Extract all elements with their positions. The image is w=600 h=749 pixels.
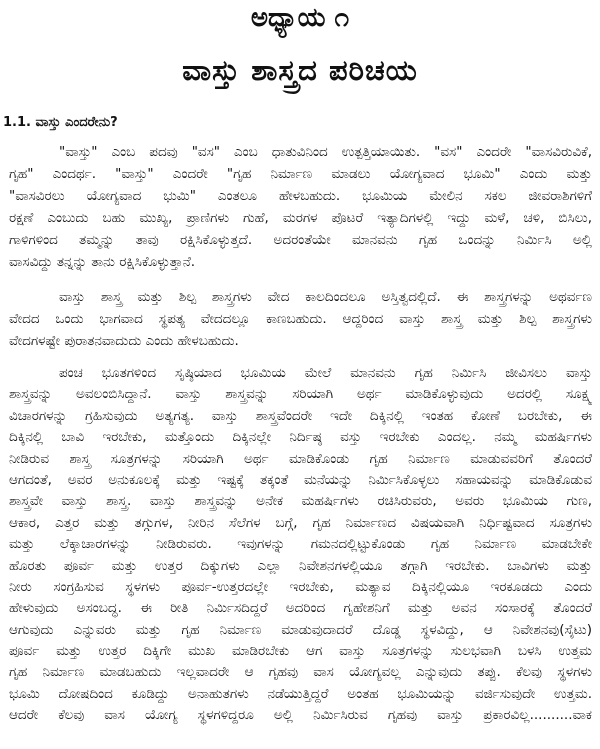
text-line: "ವಾಸವಿರಲು ಯೋಗ್ಯವಾದ ಭುಮಿ" ಎಂತಲೂ ಹೇಳಬಹುದು. ಭೂಮಿಯ ಮೇಲಿನ ಸಕಲ ಜೀವರಾಶಿಗಳಿಗೆ	[9, 188, 592, 204]
text-line: ವಾಸ್ತು ಶಾಸ್ತ್ರ ಮತ್ತು ಶಿಲ್ಪ ಶಾಸ್ತ್ರಗಳು ವೇದ ಕಾಲದಿಂದಲೂ ಅಸ್ತಿತ್ವದಲ್ಲಿದೆ. ಈ ಶಾಸ್ತ್ರಗಳನ್ನು ಅಥರ್ವಣ	[59, 289, 592, 305]
section-heading: 1.1. ವಾಸ್ತು ಎಂದರೇನು?	[3, 115, 118, 130]
text-line: ಗೃಹ ನಿರ್ಮಾಣ ಮಾಡಬಹುದು ಇಲ್ಲವಾದರೇ ಆ ಗೃಹವು ವಾಸ ಯೋಗ್ಯವಲ್ಲ ಎನ್ನುವುದು ತಪ್ಪು. ಕೆಲವು ಸ್ಥಳಗಳು	[9, 664, 592, 681]
text-line: ನೀಡಿರುವ ಶಾಸ್ತ್ರ ಸೂತ್ರಗಳನ್ನು ಸರಿಯಾಗಿ ಅರ್ಥ ಮಾಡಿಕೊಂಡು ಗೃಹ ನಿರ್ಮಾಣ ಮಾಡುವವರಿಗೆ ತೊಂದರೆ	[9, 450, 592, 467]
text-line: ಆದರೇ ಕೆಲವು ವಾಸ ಯೋಗ್ಯ ಸ್ಥಳಗಳಿದ್ದರೂ ಅಲ್ಲಿ ನಿರ್ಮಿಸಿರುವ ಗೃಹವು ವಾಸ್ತು ಪ್ರಕಾರವಿಲ್ಲ..........ವಾಕ	[9, 707, 592, 724]
chapter-title: ಅಧ್ಯಾಯ ೧	[250, 3, 350, 33]
text-line: ವೇದಗಳಷ್ಟೇ ಪುರಾತನವಾದುದು ಎಂದು ಹೇಳಬಹುದು.	[9, 333, 239, 349]
text-line: ವಿಚಾರಗಳನ್ನು ಗ್ರಹಿಸುವುದು ಅತ್ಯಗತ್ಯ. ವಾಸ್ತು ಶಾಸ್ತ್ರವೆಂದರೇ ಇದೇ ದಿಕ್ಕಿನಲ್ಲಿ ಇಂತಹ ಕೋಣೆ ಬರಬೇಕು, ಈ	[9, 407, 592, 424]
text-line: ವೇದದ ಒಂದು ಭಾಗವಾದ ಸ್ಥಪತ್ಯ ವೇದದಲ್ಲೂ ಕಾಣಬಹುದು. ಆದ್ದರಿಂದ ವಾಸ್ತು ಶಾಸ್ತ್ರ ಮತ್ತು ಶಿಲ್ಪ ಶಾಸ್ತ್ರಗಳು	[9, 311, 592, 327]
paragraph-1	[9, 141, 592, 273]
text-line: ಆಗದಂತೆ, ಅವರ ಅನುಕೂಲಕ್ಕೆ ಮತ್ತು ಇಷ್ಟಕ್ಕೆ ತಕ್ಕಂತೆ ಮನೆಯನ್ನು ನಿರ್ಮಿಸಿಕೊಳ್ಳಲು ಸಹಾಯವನ್ನು ಮಾಡಿಕೊಡುವ	[9, 471, 592, 488]
text-line: ಗಾಳಿಗಳಿಂದ ತಮ್ಮನ್ನು ತಾವು ರಕ್ಷಿಸಿಕೊಳ್ಳುತ್ತದೆ. ಅದರಂತೆಯೇ ಮಾನವನು ಗೃಹ ಒಂದನ್ನು ನಿರ್ಮಿಸಿ ಅಲ್ಲಿ	[9, 232, 592, 248]
text-line: ಆಗುವುದು ಎನ್ನುವರು ಮತ್ತು ಗೃಹ ನಿರ್ಮಾಣ ಮಾಡುವುದಾದರೆ ದೊಡ್ಡ ಸ್ಥಳವಿದ್ದು, ಆ ನಿವೇಶನವು(ಸೈಟು)	[9, 621, 592, 638]
text-line: ಮತ್ತು ಲೆಕ್ಕಾಚಾರಗಳನ್ನು ನೀಡಿರುವರು. ಇವುಗಳನ್ನು ಗಮನದಲ್ಲಿಟ್ಟುಕೊಂಡು ಗೃಹ ನಿರ್ಮಾಣ ಮಾಡಬೇಕೇ	[9, 536, 592, 553]
chapter-subtitle: ವಾಸ್ತು ಶಾಸ್ತ್ರದ ಪರಿಚಯ	[182, 53, 418, 87]
text-line: ಶಾಸ್ತ್ರವನ್ನು ಅವಲಂಬಿಸಿದ್ದಾನೆ. ವಾಸ್ತು ಶಾಸ್ತ್ರವನ್ನು ಸರಿಯಾಗಿ ಅರ್ಥ ಮಾಡಿಕೊಳ್ಳುವುದು ಅದರಲ್ಲಿ ಸೂಕ್ಷ್ಮ	[9, 386, 592, 403]
text-line: ಹೇಳುವುದು ಅಸಂಬದ್ಧ. ಈ ರೀತಿ ನಿರ್ಮಿಸದಿದ್ದರೆ ಅದರಿಂದ ಗೃಹೇಶನಿಗೆ ಮತ್ತು ಅವನ ಸಂಸಾರಕ್ಕೆ ತೊಂದರೆ	[9, 600, 592, 617]
text-line: ಶಾಸ್ತ್ರವೇ ವಾಸ್ತು ಶಾಸ್ತ್ರ. ವಾಸ್ತು ಶಾಸ್ತ್ರವನ್ನು ಅನೇಕ ಮಹರ್ಷಿಗಳು ರಚಿಸಿರುವರು, ಅವರು ಭೂಮಿಯ ಗುಣ,	[9, 493, 592, 510]
text-line: ಭೂಮಿ ದೋಷದಿಂದ ಕೂಡಿದ್ದು ಅನಾಹುತಗಳು ನಡೆಯುತ್ತಿದ್ದರೆ ಅಂತಹ ಭೂಮಿಯನ್ನು ವರ್ಜಿಸುವುದೇ ಉತ್ತಮ.	[9, 685, 592, 702]
text-line: ರಕ್ಷಣೆ ಎಂಬುದು ಬಹು ಮುಖ್ಯ, ಪ್ರಾಣಿಗಳು ಗುಹೆ, ಮರಗಳ ಪೊಟರೆ ಇತ್ಯಾದಿಗಳಲ್ಲಿ ಇದ್ದು ಮಳೆ, ಚಳಿ, ಬಿಸಿಲು,	[9, 210, 592, 226]
text-line: ದಿಕ್ಕಿನಲ್ಲಿ ಬಾವಿ ಇರಬೇಕು, ಮತ್ತೊಂದು ದಿಕ್ಕಿನಲ್ಲೇ ನಿರ್ದಿಷ್ಠ ವಸ್ತು ಇರಬೇಕು ಎಂದಲ್ಲ. ನಮ್ಮ ಮಹರ್ಷಿಗಳು	[9, 429, 592, 446]
paragraph-2	[9, 286, 592, 352]
paragraph-3	[9, 363, 592, 727]
text-line: ಪೂರ್ವ ಮತ್ತು ಉತ್ತರ ದಿಕ್ಕಿಗೇ ಮುಖ ಮಾಡಿರಬೇಕು ಆಗ ವಾಸ್ತು ಸೂತ್ರಗಳನ್ನು ಸುಲಭವಾಗಿ ಬಳಸಿ ಉತ್ತಮ	[9, 643, 592, 660]
text-line: ಗೃಹ" ಎಂದರ್ಥ. "ವಾಸ್ತು" ಎಂದರೇ "ಗೃಹ ನಿರ್ಮಾಣ ಮಾಡಲು ಯೋಗ್ಯವಾದ ಭೂಮಿ" ಎಂದು ಮತ್ತು	[9, 166, 592, 182]
text-line: ಆಕಾರ, ಎತ್ತರ ಮತ್ತು ತಗ್ಗುಗಳ, ನೀರಿನ ಸೆಲೆಗಳ ಬಗ್ಗೆ, ಗೃಹ ನಿರ್ಮಾಣದ ವಿಷಯವಾಗಿ ನಿರ್ಧಿಷ್ಟವಾದ ಸೂತ್ರಗಳು	[9, 514, 592, 531]
text-line: ಪಂಚ ಭೂತಗಳಿಂದ ಸೃಷ್ಠಿಯಾದ ಭೂಮಿಯ ಮೇಲೆ ಮಾನವನು ಗೃಹ ನಿರ್ಮಿಸಿ ಜೀವಿಸಲು ವಾಸ್ತು	[59, 365, 592, 381]
text-line: ನೀರು ಸಂಗ್ರಹಿಸುವ ಸ್ಥಳಗಳು ಪೂರ್ವ-ಉತ್ತರದಲ್ಲೇ ಇರಬೇಕು, ಮತ್ಯಾವ ದಿಕ್ಕಿನಲ್ಲಿಯೂ ಇರಕೂಡದು ಎಂದು	[9, 578, 592, 595]
text-line: "ವಾಸ್ತು" ಎಂಬ ಪದವು "ವಸ" ಎಂಬ ಧಾತುವಿನಿಂದ ಉತ್ಪತ್ತಿಯಾಯಿತು. "ವಸ" ಎಂದರೇ "ವಾಸವಿರುವಿಕೆ,	[59, 144, 592, 160]
text-line: ಹೊರತು ಪೂರ್ವ ಮತ್ತು ಉತ್ತರ ದಿಕ್ಕುಗಳು ಎಲ್ಲಾ ನಿವೇಶನಗಳಲ್ಲಿಯೂ ತಗ್ಗಾಗಿ ಇರಬೇಕು. ಬಾವಿಗಳು ಮತ್ತು	[9, 557, 592, 574]
text-line: ವಾಸವಿದ್ದು ತನ್ನನ್ನು ತಾನು ರಕ್ಷಿಸಿಕೊಳ್ಳುತ್ತಾನೆ.	[9, 254, 196, 270]
